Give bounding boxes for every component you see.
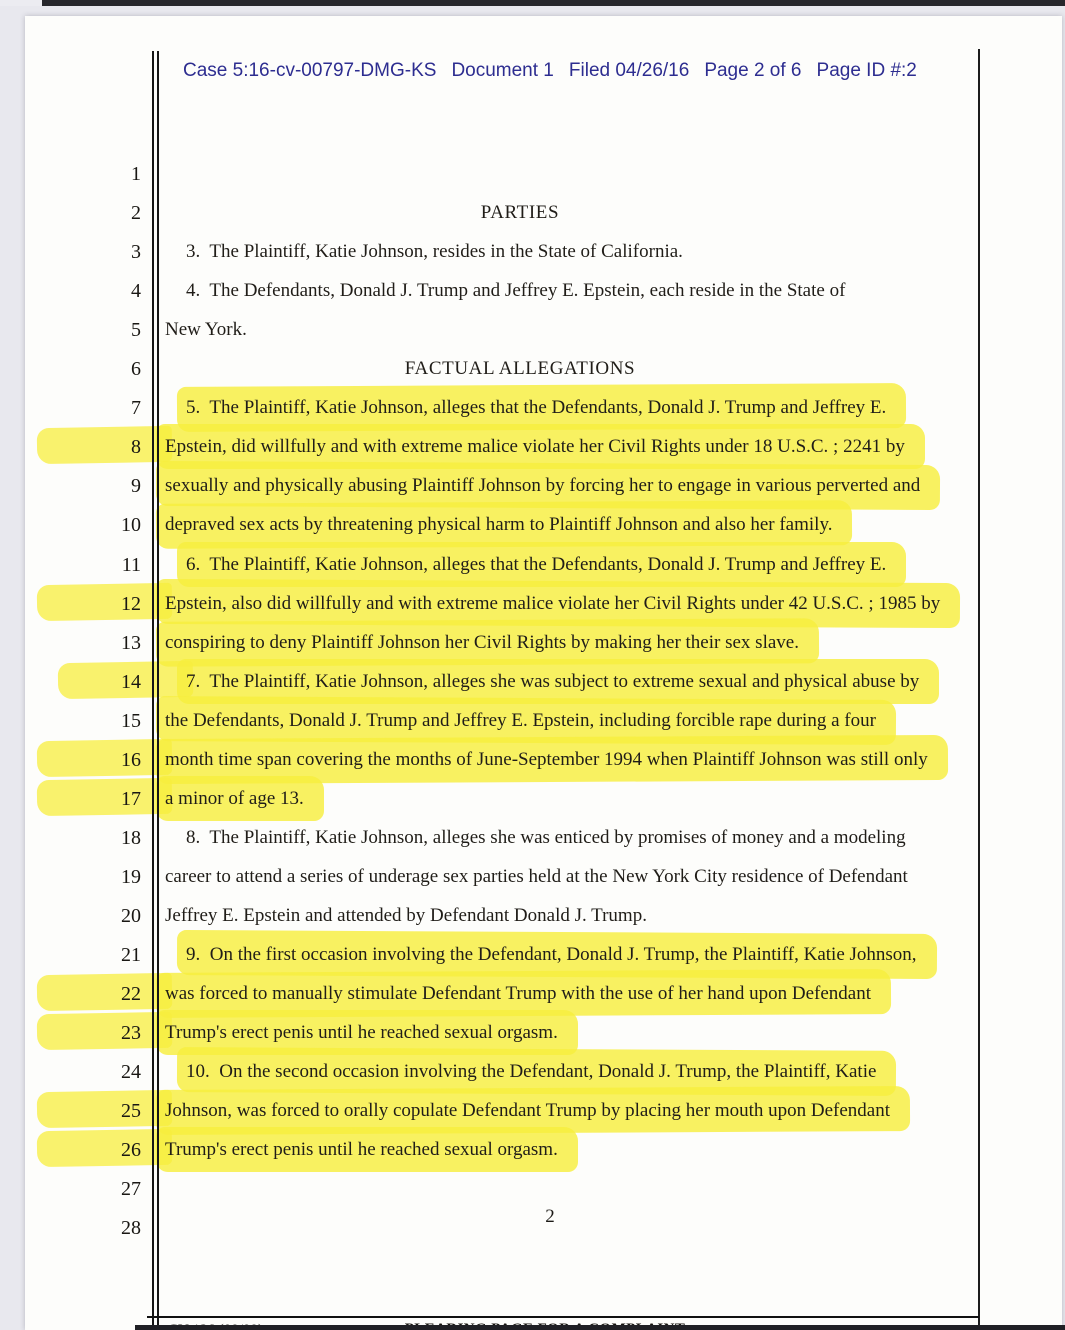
- header-segment: Page 2 of 6: [704, 60, 802, 81]
- line-rows: [25, 16, 1062, 1330]
- line-number: 24: [121, 1061, 141, 1084]
- case-caption-header: [183, 60, 983, 82]
- line-row: [25, 315, 1062, 354]
- highlighted-text: a minor of age 13.: [165, 784, 304, 814]
- line-row: [25, 862, 1062, 901]
- highlighted-text: Trump's erect penis until he reached sexual orgasm.: [165, 1135, 558, 1165]
- line-row: [25, 1135, 1062, 1174]
- line-number: 11: [121, 553, 141, 576]
- line-number: 14: [121, 670, 141, 693]
- highlighted-text: the Defendants, Donald J. Trump and Jeffrey E. Epstein, including forcible rape during a four: [165, 706, 876, 736]
- highlighted-text: Johnson, was forced to orally copulate Defendant Trump by placing her mouth upon Defendant: [165, 1096, 890, 1126]
- line-number: 9: [131, 475, 141, 498]
- line-text: [165, 315, 985, 345]
- line-number: 6: [131, 358, 141, 381]
- highlighted-text: 10. On the second occasion involving the Defendant, Donald J. Trump, the Plaintiff, Katie: [186, 1057, 876, 1087]
- line-text: [165, 901, 985, 931]
- left-margin-rule-outer: [152, 51, 154, 1330]
- line-row: [25, 823, 1062, 862]
- header-segment: Document 1: [451, 60, 554, 81]
- right-margin-rule: [978, 49, 980, 1330]
- line-text: [165, 276, 1006, 306]
- header-segment: Page ID #:2: [816, 60, 917, 81]
- line-number: 28: [121, 1217, 141, 1240]
- line-number: 20: [121, 904, 141, 927]
- highlighted-text: depraved sex acts by threatening physical harm to Plaintiff Johnson and also her family.: [165, 510, 832, 540]
- line-text: [165, 979, 985, 1009]
- line-text: [165, 1057, 1006, 1087]
- line-text: [165, 589, 985, 619]
- line-number: 7: [131, 397, 141, 420]
- scan-edge-top: [0, 0, 1065, 6]
- line-text: [165, 1018, 985, 1048]
- text-span: 4. The Defendants, Donald J. Trump and Jeffrey E. Epstein, each reside in the State of: [186, 280, 846, 302]
- line-number: 27: [121, 1178, 141, 1201]
- line-number: 10: [121, 514, 141, 537]
- line-number: 16: [121, 748, 141, 771]
- line-text: [165, 823, 1006, 853]
- highlighted-text: Epstein, also did willfully and with extreme malice violate her Civil Rights under 42 U.S.C. ; 1985 by: [165, 589, 940, 619]
- line-text: [165, 510, 985, 540]
- line-text: [165, 393, 1006, 423]
- page-number: 2: [545, 1206, 555, 1227]
- footer-divider: [147, 1316, 979, 1318]
- highlighted-text: 9. On the first occasion involving the Defendant, Donald J. Trump, the Plaintiff, Katie Johnson,: [186, 940, 917, 970]
- line-text: [165, 159, 985, 189]
- scan-edge-bottom: [135, 1325, 1065, 1330]
- highlighted-text: month time span covering the months of June-September 1994 when Plaintiff Johnson was still only: [165, 745, 928, 775]
- line-row: [25, 198, 1062, 237]
- highlighted-text: 6. The Plaintiff, Katie Johnson, alleges that the Defendants, Donald J. Trump and Jeffrey E.: [186, 550, 886, 580]
- line-number: 3: [131, 241, 141, 264]
- text-span: 3. The Plaintiff, Katie Johnson, resides in the State of California.: [186, 241, 683, 263]
- line-number: 2: [131, 202, 141, 225]
- line-number: 26: [121, 1139, 141, 1162]
- highlighted-text: 7. The Plaintiff, Katie Johnson, alleges she was subject to extreme sexual and physical abuse by: [186, 667, 919, 697]
- line-text: [165, 237, 1006, 267]
- line-number: 22: [121, 983, 141, 1006]
- line-text: [165, 1135, 985, 1165]
- line-text: [165, 1096, 985, 1126]
- line-number: 18: [121, 826, 141, 849]
- line-number: 5: [131, 319, 141, 342]
- header-segment: Case 5:16-cv-00797-DMG-KS: [183, 60, 437, 81]
- line-text: [165, 471, 985, 501]
- text-span: 8. The Plaintiff, Katie Johnson, alleges she was enticed by promises of money and a modeling: [186, 826, 906, 848]
- text-span: career to attend a series of underage sex parties held at the New York City residence of Defendant: [165, 865, 908, 887]
- highlighted-text: Trump's erect penis until he reached sexual orgasm.: [165, 1018, 558, 1048]
- line-number: 15: [121, 709, 141, 732]
- line-number: 19: [121, 865, 141, 888]
- line-number: 17: [121, 787, 141, 810]
- line-number: 13: [121, 631, 141, 654]
- line-row: [25, 784, 1062, 823]
- line-text: [165, 940, 1006, 970]
- left-margin-rule-inner: [157, 51, 159, 1330]
- highlighted-text: conspiring to deny Plaintiff Johnson her Civil Rights by making her their sex slave.: [165, 628, 799, 658]
- pleading-page: [25, 16, 1062, 1330]
- highlighted-text: was forced to manually stimulate Defendant Trump with the use of her hand upon Defendant: [165, 979, 871, 1009]
- highlighted-text: sexually and physically abusing Plaintiff Johnson by forcing her to engage in various perverted and: [165, 471, 920, 501]
- line-text: [165, 745, 985, 775]
- highlighted-text: Epstein, did willfully and with extreme malice violate her Civil Rights under 18 U.S.C. ; 2241 by: [165, 432, 905, 462]
- line-text: [165, 628, 985, 658]
- line-text: [165, 706, 985, 736]
- line-text: [165, 784, 985, 814]
- text-span: FACTUAL ALLEGATIONS: [404, 358, 636, 380]
- line-text: [165, 550, 1006, 580]
- section-heading: [165, 354, 875, 384]
- line-number: 8: [131, 436, 141, 459]
- line-number: 12: [121, 592, 141, 615]
- text-span: New York.: [165, 319, 247, 341]
- line-text: [165, 432, 985, 462]
- line-number: 25: [121, 1100, 141, 1123]
- line-number: 1: [131, 163, 141, 185]
- line-text: [165, 862, 985, 892]
- line-row: [25, 159, 1062, 198]
- header-segment: Filed 04/26/16: [568, 60, 690, 81]
- line-text: [165, 667, 1006, 697]
- line-row: [25, 237, 1062, 276]
- highlighted-text: 5. The Plaintiff, Katie Johnson, alleges that the Defendants, Donald J. Trump and Jeffrey E.: [186, 393, 886, 423]
- text-span: Jeffrey E. Epstein and attended by Defendant Donald J. Trump.: [165, 904, 647, 926]
- line-text: [165, 1174, 985, 1204]
- line-number: 4: [131, 280, 141, 303]
- line-number: 23: [121, 1022, 141, 1045]
- text-span: PARTIES: [480, 202, 560, 224]
- section-heading: [165, 198, 875, 228]
- line-row: [25, 276, 1062, 315]
- line-number: 21: [121, 944, 141, 966]
